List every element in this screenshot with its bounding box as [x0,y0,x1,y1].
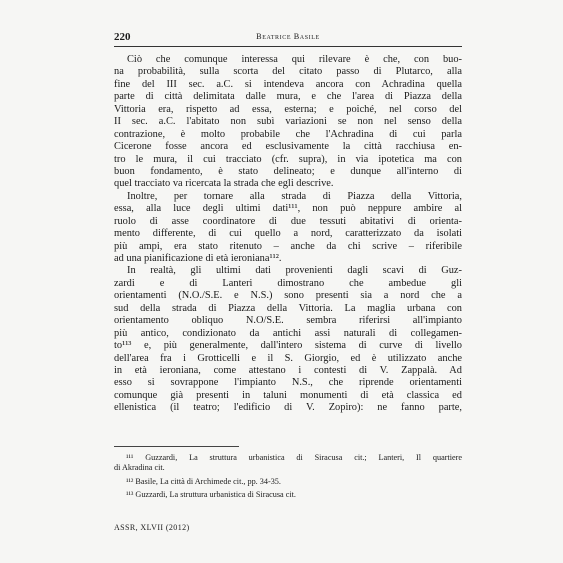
text-line: parte di città delimitata dalle mura, e che l'area di Piazza della [114,91,462,103]
text-line: ruolo di asse coordinatore di due tessuti abitativi di orienta- [114,215,462,227]
text-line: na probabilità, sulla scorta del citato passo di Plutarco, alla [114,66,462,78]
text-line: sud della strada di Piazza della Vittoria. La maglia urbana con [114,302,462,314]
text-line: orientamento obliquo N.O/S.E. sembra riferirsi all'impianto [114,315,462,327]
text-line: quel tracciato va ricercata la strada che egli descrive. [114,178,334,190]
text-line: fine del III sec. a.C. si intendeva ancora con Achradina quella [114,78,462,90]
text-line: II sec. a.C. l'abitato non subì variazioni se non nel senso della [114,116,462,128]
text-line: Ciò che comunque interessa qui rilevare è che, con buo- [127,54,462,65]
text-line: In realtà, gli ultimi dati provenienti dagli scavi di Guz- [127,265,462,277]
text-line: essa, alla luce degli ultimi dati¹¹¹, non può neppure ambire al [114,203,462,215]
text-line: in età ieroniana, come attestano i contesti di V. Zappalà. Ad [114,364,462,376]
body-text [114,54,462,415]
text-line: dell'area fra i Grotticelli e il S. Giorgio, ed è utilizzato anche [114,352,462,364]
footnote-line: ¹¹³ Guzzardi, La struttura urbanistica di Siracusa cit. [126,490,296,500]
footnote-line: ¹¹² Basile, La città di Archimede cit., pp. 34-35. [126,476,281,486]
page-number: 220 [114,31,131,43]
text-line: più ampi, era stato ritenuto – anche da chi scrive – riferibile [114,240,462,252]
running-head-author: Beatrice Basile [256,32,320,41]
text-line: tro le mura, il cui tracciato (cfr. supra), in via ipotetica ma con [114,153,462,165]
footnote-separator [114,446,239,447]
text-line: to¹¹³ e, più generalmente, dall'intero sistema di curve di livello [114,340,462,352]
text-line: orientamenti (N.O./S.E. e N.S.) sono presenti sia a nord che a [114,290,462,302]
text-line: esso si sovrappone l'impianto N.S., che riprende orientamenti [114,377,462,389]
text-line: più antico, condizionato da antichi assi naturali di collegamen- [114,327,462,339]
running-head [114,30,462,47]
footnote-line: di Akradina cit. [114,463,165,473]
text-line: Vittoria era, rispetto ad essa, esterna; e poiché, nel corso del [114,103,462,115]
footnotes [114,453,462,501]
text-line: Inoltre, per tornare alla strada di Piazza della Vittoria, [127,190,462,202]
text-line: ellenistica (il teatro; l'edificio di V. Zopiro): ne fanno parte, [114,402,462,414]
journal-footer: ASSR, XLVII (2012) [114,523,190,532]
text-line: ad una pianificazione di età ieroniana¹¹². [114,253,282,264]
text-line: comunque già presenti in taluni monumenti di età classica ed [114,389,462,401]
text-line: zardi e di Lanteri dimostrano che ambedue gli [114,277,462,289]
text-line: contrazione, è molto probabile che l'Achradina di cui parla [114,128,462,140]
footnote-line: ¹¹¹ Guzzardi, La struttura urbanistica di Siracusa cit.; Lanteri, Il quartiere [126,453,462,462]
text-line: mento differente, di cui quello a nord, caratterizzato da isolati [114,228,462,240]
text-line: Cicerone fosse ancora ed esclusivamente la città racchiusa en- [114,141,462,153]
text-line: buon fondamento, è stato delineato; e dunque all'interno di [114,165,462,177]
